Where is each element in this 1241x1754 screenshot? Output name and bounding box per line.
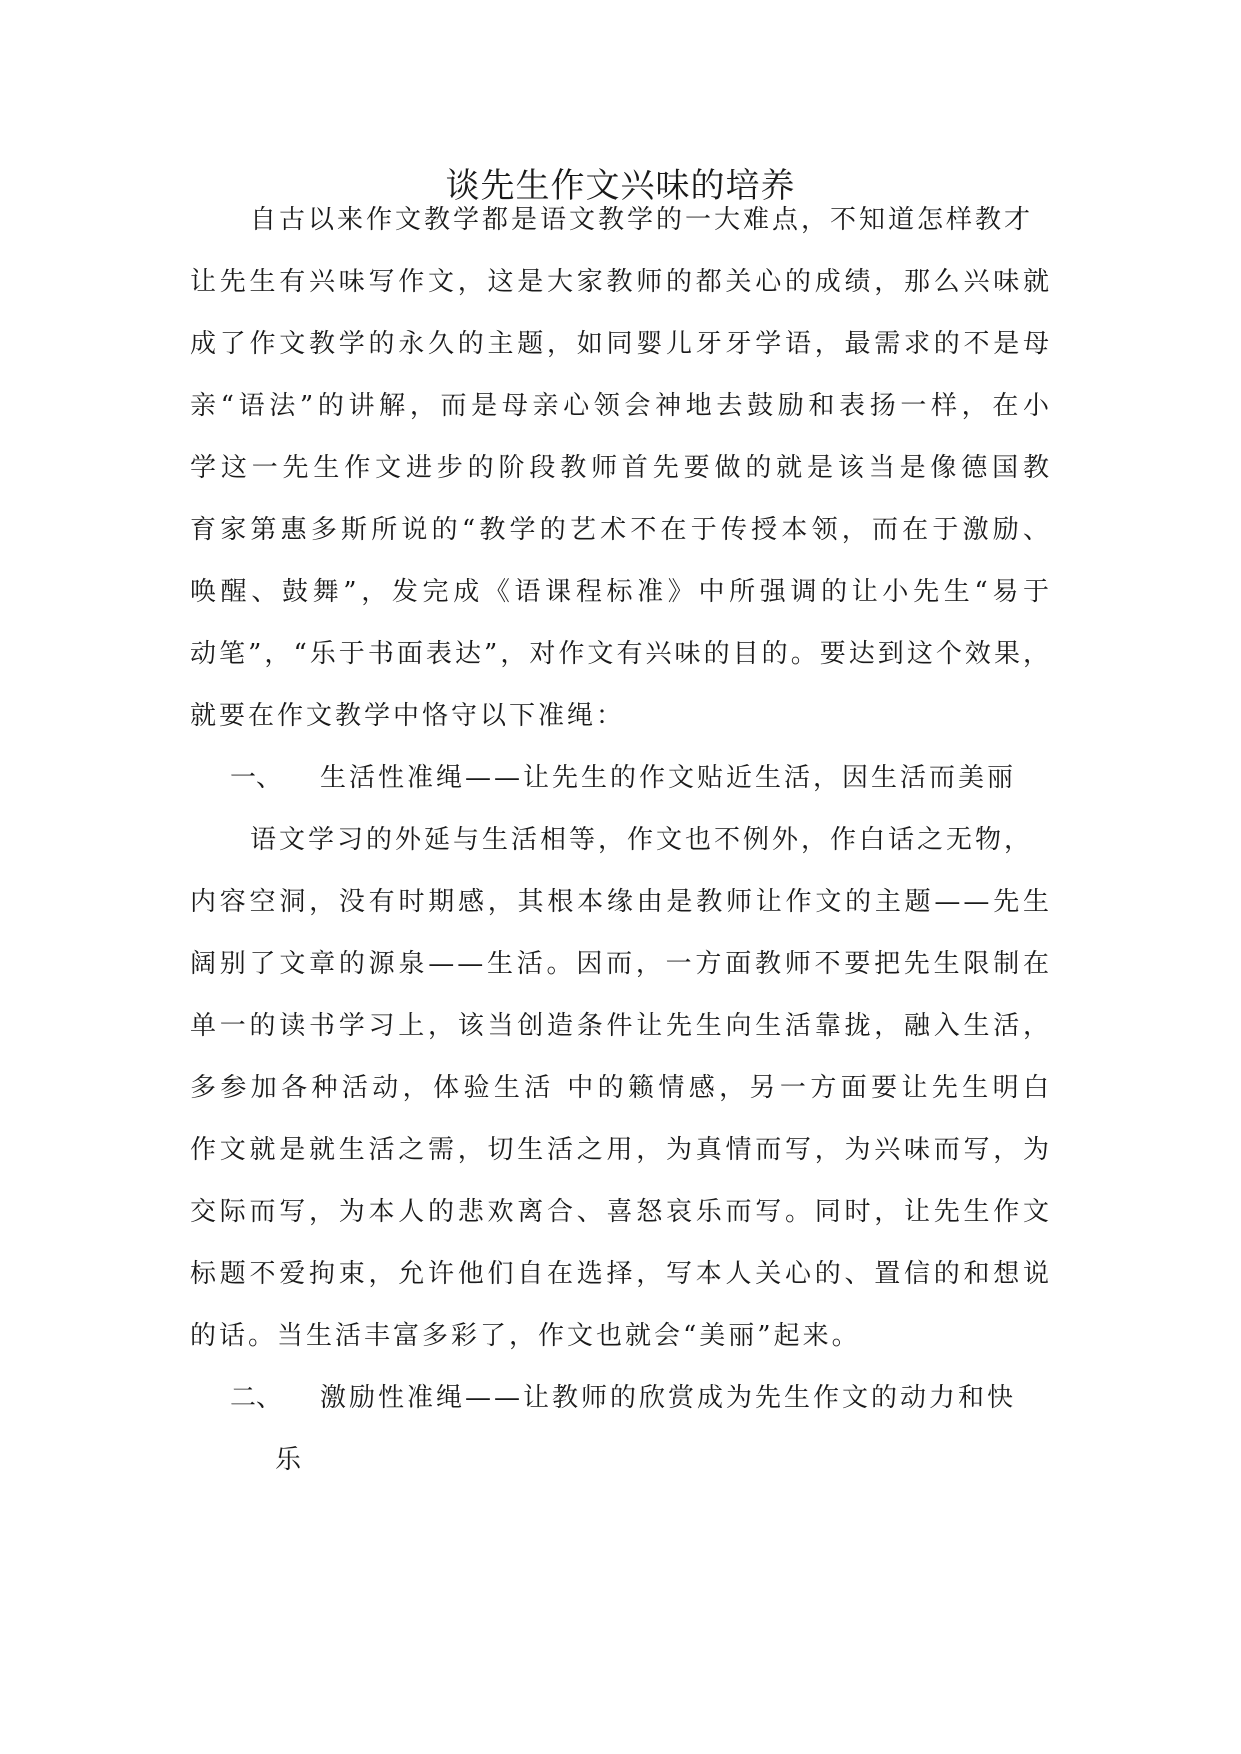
body-line: 作文就是就生活之需，切生活之用，为真情而写，为兴味而写，为 (190, 1135, 1052, 1165)
body-line: 多参加各种活动，体验生活 中的籁情感，另一方面要让先生明白 (190, 1073, 1052, 1103)
intro-line: 唤醒、鼓舞”，发完成《语课程标准》中所强调的让小先生“易于 (190, 577, 1052, 607)
section-heading-continued: 乐 (275, 1445, 305, 1475)
body-line: 的话。当生活丰富多彩了，作文也就会“美丽”起来。 (190, 1321, 861, 1351)
body-line: 语文学习的外延与生活相等，作文也不例外，作白话之无物， (250, 825, 1034, 855)
intro-line: 亲“语法”的讲解，而是母亲心领会神地去鼓励和表扬一样，在小 (190, 391, 1052, 421)
intro-line: 学这一先生作文进步的阶段教师首先要做的就是该当是像德国教 (190, 453, 1052, 483)
intro-line: 成了作文教学的永久的主题，如同婴儿牙牙学语，最需求的不是母 (190, 329, 1052, 359)
section-heading: 生活性准绳——让先生的作文贴近生活，因生活而美丽 (320, 763, 1017, 793)
intro-line: 育家第惠多斯所说的“教学的艺术不在于传授本领，而在于激励、 (190, 515, 1052, 545)
intro-line: 让先生有兴味写作文，这是大家教师的都关心的成绩，那么兴味就 (190, 267, 1052, 297)
intro-line: 就要在作文教学中恪守以下准绳： (190, 701, 626, 731)
page-title: 谈先生作文兴味的培养 (445, 166, 796, 206)
body-line: 标题不爱拘束，允许他们自在选择，写本人关心的、置信的和想说 (190, 1259, 1052, 1289)
section-number: 一、 (230, 763, 283, 793)
section-number: 二、 (230, 1383, 283, 1413)
body-line: 内容空洞，没有时期感，其根本缘由是教师让作文的主题——先生 (190, 887, 1052, 917)
body-line: 单一的读书学习上，该当创造条件让先生向生活靠拢，融入生活， (190, 1011, 1052, 1041)
section-heading: 激励性准绳——让教师的欣赏成为先生作文的动力和快 (320, 1383, 1017, 1413)
body-line: 交际而写，为本人的悲欢离合、喜怒哀乐而写。同时，让先生作文 (190, 1197, 1052, 1227)
body-line: 阔别了文章的源泉——生活。因而，一方面教师不要把先生限制在 (190, 949, 1052, 979)
intro-line: 自古以来作文教学都是语文教学的一大难点，不知道怎样教才 (250, 205, 1034, 235)
intro-line: 动笔”，“乐于书面表达”，对作文有兴味的目的。要达到这个效果， (190, 639, 1052, 669)
